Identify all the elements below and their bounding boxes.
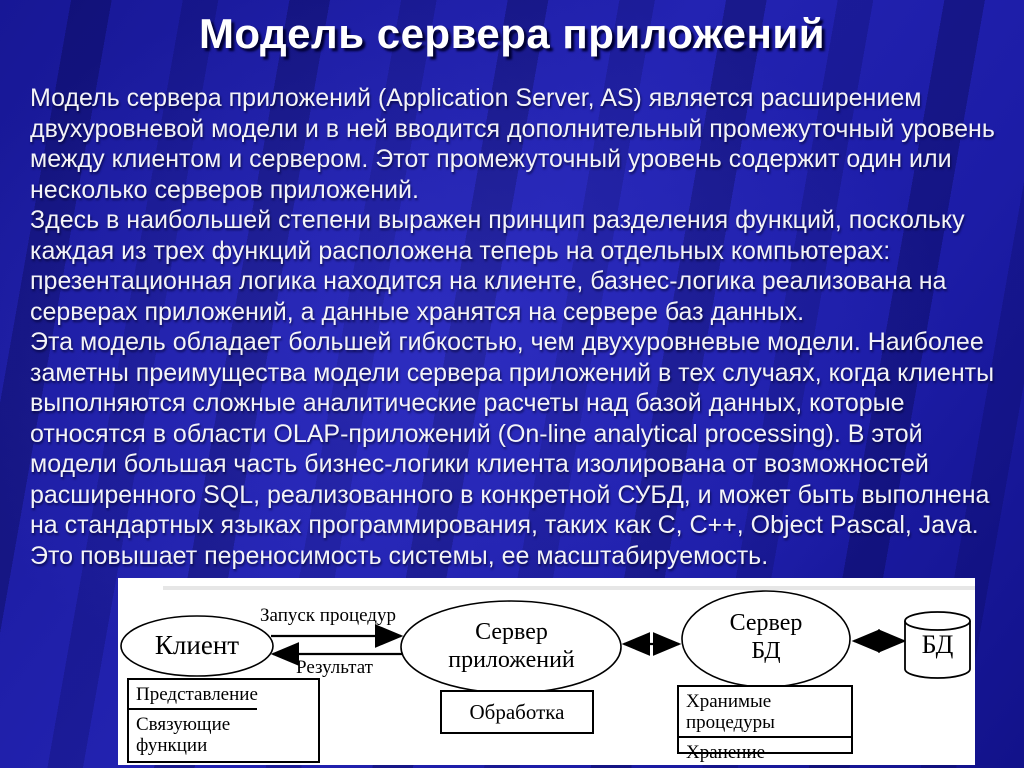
client-label: Клиент — [154, 630, 240, 660]
body-line: каждая из трех функций расположена теперь на отдельных компьютерах: — [30, 236, 891, 265]
body-line: серверах приложений, а данные хранятся на сервере баз данных. — [30, 297, 805, 326]
result-arrow-label: Результат — [296, 657, 373, 678]
body-line: заметны преимущества модели сервера приложений в тех случаях, когда клиенты — [30, 358, 995, 387]
body-line: расширенного SQL, реализованного в конкретной СУБД, и может быть выполнена — [30, 480, 990, 509]
client-functions-row-binding: Связующие функции — [129, 708, 257, 759]
app-server-label: Сервер приложений — [448, 619, 575, 673]
client-functions-row-presentation: Представление — [136, 684, 258, 705]
body-text — [30, 83, 995, 571]
db-functions-box — [677, 685, 853, 763]
db-server-label: Сервер БД — [729, 610, 803, 664]
request-arrow-label: Запуск процедур — [260, 605, 396, 626]
db-functions-row-storage: Хранение — [679, 736, 851, 766]
processing-box: Обработка — [440, 690, 594, 734]
body-line: Здесь в наибольшей степени выражен принцип разделения функций, поскольку — [30, 206, 965, 234]
body-line: Это повышает переносимость системы, ее масштабируемость. — [30, 541, 769, 570]
body-line: модели большая часть бизнес-логики клиента изолирована от возможностей — [30, 450, 929, 478]
database-cylinder-top — [905, 612, 970, 630]
body-line: относятся в области OLAP-приложений (On-line analytical processing). В этой — [30, 419, 923, 448]
body-line: Эта модель обладает большей гибкостью, чем двухуровневые модели. Наиболее — [30, 328, 984, 356]
body-line: несколько серверов приложений. — [30, 175, 419, 204]
slide-title: Модель сервера приложений — [198, 10, 826, 57]
diagram-panel — [118, 578, 975, 765]
body-line: презентационная логика находится на клиенте, базнес-логика реализована на — [30, 267, 947, 295]
db-functions-row-procedures: Хранимые процедуры — [686, 691, 775, 733]
body-line: двухуровневой модели и в ней вводится дополнительный промежуточный уровень — [30, 114, 995, 143]
database-label: БД — [921, 630, 954, 659]
body-line: выполняются сложные аналитические расчеты над базой данных, которые — [30, 389, 905, 417]
body-line: на стандартных языках программирования, таких как C, C++, Object Pascal, Java. — [30, 511, 979, 539]
client-functions-box — [127, 678, 320, 763]
body-line: между клиентом и сервером. Этот промежуточный уровень содержит один или — [30, 145, 952, 173]
body-line: Модель сервера приложений (Application Server, AS) является расширением — [30, 84, 922, 112]
